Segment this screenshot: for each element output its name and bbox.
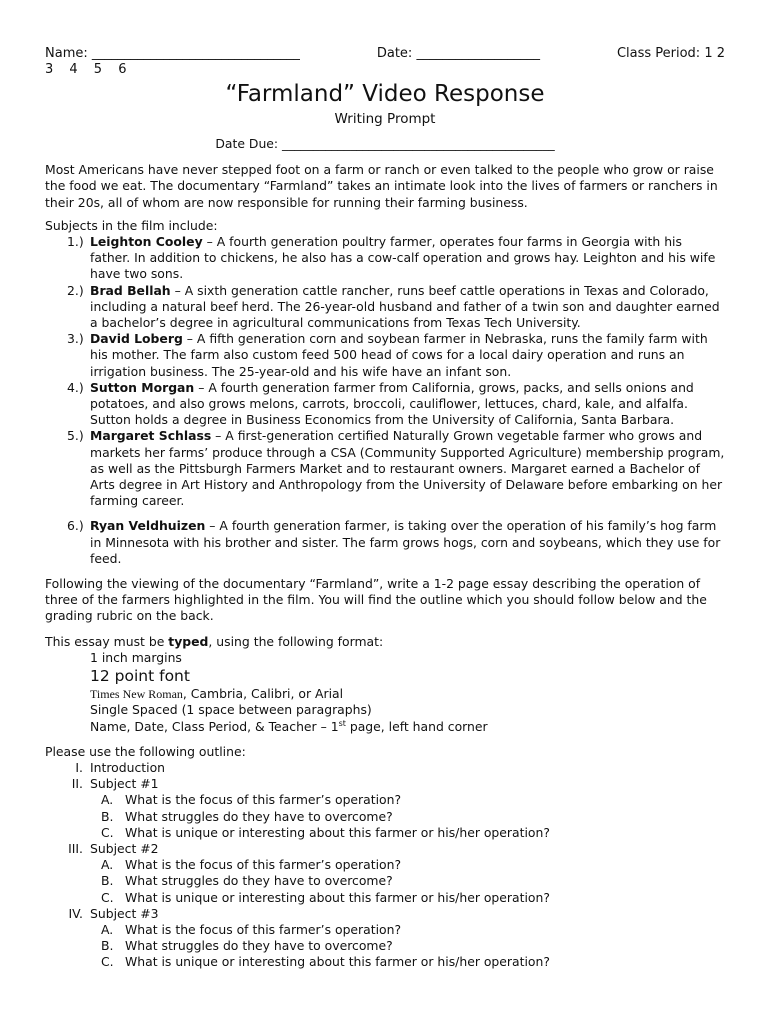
outline-letter: A. — [101, 857, 114, 873]
outline-question: What is the focus of this farmer’s operation? — [125, 921, 402, 937]
format-font-family — [90, 686, 725, 702]
subject-name: Leighton Cooley — [90, 234, 203, 250]
name-field: Name: ________________________________ — [45, 46, 300, 61]
outline-question: What struggles do they have to overcome? — [125, 938, 393, 954]
outline-heading: Please use the following outline: — [45, 743, 246, 759]
outline-item — [45, 906, 725, 922]
subject-item — [45, 283, 725, 332]
subject-description: – A sixth generation cattle rancher, runs beef cattle operations in Texas and Colorado, including a natural beef herd. The 26-year-old husband and father of a twin son and daughter earned a bachelor’s degree in agricultural communications from Texas Tech University. — [90, 282, 720, 331]
subject-item — [45, 380, 725, 429]
outline-numeral: III. — [68, 840, 83, 856]
format-spacing: Single Spaced (1 space between paragraphs) — [90, 702, 372, 718]
subjects-heading: Subjects in the film include: — [45, 217, 218, 233]
heading-info-text: Name, Date, Class Period, & Teacher – 1 — [90, 718, 339, 734]
outline-numeral: I. — [75, 759, 83, 775]
date-due-field: Date Due: ____________________________________________ — [215, 136, 555, 151]
outline-subitem — [45, 825, 725, 841]
subject-name: Margaret Schlass — [90, 428, 212, 444]
font-others: , Cambria, Calibri, or Arial — [182, 686, 344, 702]
outline-question: What is unique or interesting about this farmer or his/her operation? — [125, 954, 550, 970]
document-page — [45, 46, 725, 971]
subject-description: – A fourth generation farmer from California, grows, packs, and sells onions and potatoes, and also grows melons, carrots, broccoli, cauliflower, lettuces, chard, kale, and alfalfa. Sutton holds a degree in Business Economics from the University of California, Santa Barbara. — [90, 379, 694, 428]
subject-name: Sutton Morgan — [90, 379, 195, 395]
subject-name: Brad Bellah — [90, 282, 171, 298]
format-lead: This essay must be — [45, 633, 169, 649]
outline-subitem — [45, 809, 725, 825]
format-heading-info — [90, 719, 725, 735]
outline-question: What struggles do they have to overcome? — [125, 808, 393, 824]
format-margins: 1 inch margins — [90, 649, 182, 665]
outline-subitem — [45, 922, 725, 938]
heading-info-tail: page, left hand corner — [345, 718, 488, 734]
outline-subitem — [45, 857, 725, 873]
class-period-continued: 3 4 5 6 — [45, 62, 127, 77]
outline-question: What is the focus of this farmer’s operation? — [125, 792, 402, 808]
format-tail: , using the following format: — [208, 633, 384, 649]
assignment-paragraph: Following the viewing of the documentary “Farmland”, write a 1-2 page essay describing the operation of three of the farmers highlighted in the film. You will find the outline which you should follow below and the grading rubric on the back. — [45, 576, 707, 624]
subject-item — [45, 234, 725, 283]
header-fields — [45, 46, 725, 62]
subjects-list — [45, 234, 725, 567]
outline-letter: B. — [101, 938, 114, 954]
format-heading — [45, 634, 725, 650]
subject-number: 5.) — [67, 428, 84, 444]
outline-item — [45, 776, 725, 792]
subject-description: – A fourth generation farmer, is taking over the operation of his family’s hog farm in Minnesota with his brother and sister. The farm grows hogs, corn and soybeans, which they use for feed. — [90, 518, 721, 566]
subject-number: 4.) — [67, 379, 84, 395]
outline-subitem — [45, 890, 725, 906]
format-bold-word: typed — [168, 633, 209, 649]
outline-letter: A. — [101, 792, 114, 808]
outline-label: Subject #3 — [90, 905, 159, 921]
outline-label: Introduction — [90, 759, 166, 775]
subject-item — [45, 518, 725, 567]
subject-description: – A fifth generation corn and soybean farmer in Nebraska, runs the family farm with his mother. The farm also custom feed 500 head of cows for a local dairy operation and runs an irrigation business. The 25-year-old and his wife have an infant son. — [90, 331, 708, 379]
subject-number: 1.) — [67, 234, 84, 250]
subject-number: 6.) — [67, 518, 84, 534]
outline-numeral: II. — [71, 776, 83, 792]
outline-letter: A. — [101, 921, 114, 937]
outline-subitem — [45, 873, 725, 889]
subject-name: David Loberg — [90, 331, 183, 347]
outline-label: Subject #1 — [90, 776, 159, 792]
outline-subitem — [45, 938, 725, 954]
subject-item — [45, 428, 725, 509]
outline-question: What is the focus of this farmer’s operation? — [125, 857, 402, 873]
heading-info-superscript: st — [338, 718, 346, 728]
class-period-field: Class Period: 1 2 — [616, 46, 725, 61]
document-title: “Farmland” Video Response — [225, 81, 545, 107]
outline-subitem — [45, 792, 725, 808]
document-subtitle: Writing Prompt — [334, 111, 436, 127]
outline-label: Subject #2 — [90, 840, 159, 856]
outline-letter: C. — [101, 954, 114, 970]
subject-name: Ryan Veldhuizen — [90, 518, 206, 534]
outline-question: What is unique or interesting about this farmer or his/her operation? — [125, 824, 550, 840]
subject-description: – A first-generation certified Naturally Grown vegetable farmer who grows and markets her farms’ produce through a CSA (Community Supported Agriculture) membership program, as well as the Pittsburgh Farmers Market and to restaurant owners. Margaret earned a Bachelor of Arts degree in Art History and Anthropology from the University of Delaware before embarking on her farming career. — [90, 428, 725, 509]
outline-letter: B. — [101, 873, 114, 889]
outline-list — [45, 760, 725, 971]
date-field: Date: ___________________ — [376, 46, 540, 61]
outline-item — [45, 841, 725, 857]
intro-paragraph: Most Americans have never stepped foot on a farm or ranch or even talked to the people who grow or raise the food we eat. The documentary “Farmland” takes an intimate look into the lives of farmers or ranchers in their 20s, all of whom are now responsible for running their farming business. — [45, 162, 718, 210]
outline-item — [45, 760, 725, 776]
outline-numeral: IV. — [68, 905, 83, 921]
font-times: Times New Roman — [90, 687, 183, 702]
subject-item — [45, 331, 725, 380]
subject-description: – A fourth generation poultry farmer, operates four farms in Georgia with his father. In addition to chickens, he also has a cow-calf operation and grows hay. Leighton and his wife have two sons. — [90, 234, 716, 282]
subject-number: 3.) — [67, 331, 84, 347]
outline-question: What is unique or interesting about this farmer or his/her operation? — [125, 889, 550, 905]
subject-number: 2.) — [67, 282, 84, 298]
outline-question: What struggles do they have to overcome? — [125, 873, 393, 889]
outline-letter: C. — [101, 889, 114, 905]
outline-letter: B. — [101, 808, 114, 824]
format-list — [45, 650, 725, 735]
outline-subitem — [45, 954, 725, 970]
format-font-size: 12 point font — [90, 667, 190, 686]
outline-letter: C. — [101, 824, 114, 840]
